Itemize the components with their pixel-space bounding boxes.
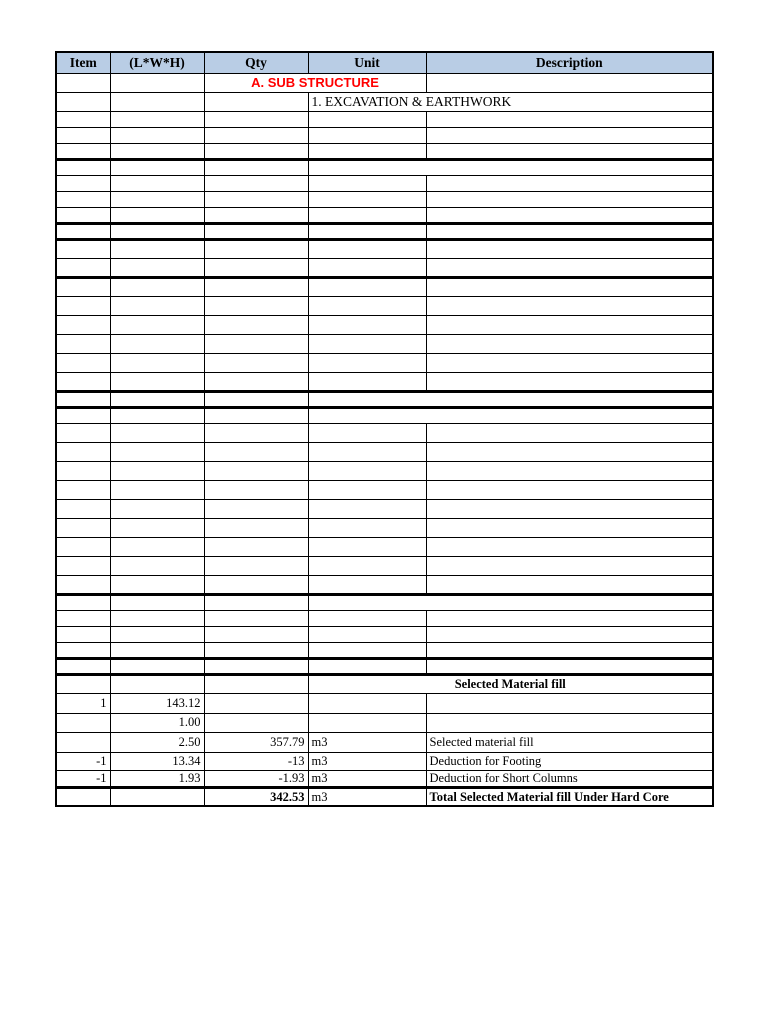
section-title-row bbox=[56, 73, 713, 92]
lwh-cell[interactable]: 13.34 bbox=[110, 752, 204, 770]
cell[interactable] bbox=[56, 258, 110, 277]
cell[interactable] bbox=[56, 423, 110, 442]
cell[interactable] bbox=[426, 175, 713, 191]
table-row bbox=[56, 518, 713, 537]
cell[interactable] bbox=[426, 610, 713, 626]
cell[interactable] bbox=[426, 73, 713, 92]
cell[interactable] bbox=[308, 626, 426, 642]
lwh-cell[interactable]: 1.93 bbox=[110, 770, 204, 787]
cell[interactable] bbox=[56, 610, 110, 626]
cell[interactable] bbox=[204, 191, 308, 207]
cell[interactable] bbox=[56, 594, 110, 610]
cell[interactable] bbox=[426, 191, 713, 207]
cell[interactable] bbox=[204, 143, 308, 159]
cell[interactable] bbox=[204, 296, 308, 315]
cell[interactable] bbox=[56, 315, 110, 334]
cell[interactable] bbox=[110, 277, 204, 296]
cell[interactable] bbox=[56, 626, 110, 642]
cell[interactable] bbox=[204, 277, 308, 296]
item-cell[interactable]: -1 bbox=[56, 770, 110, 787]
cell[interactable] bbox=[308, 423, 426, 442]
cell[interactable] bbox=[110, 372, 204, 391]
table-row bbox=[56, 239, 713, 258]
cell[interactable] bbox=[110, 391, 204, 407]
table-row bbox=[56, 537, 713, 556]
table-row bbox=[56, 499, 713, 518]
cell[interactable] bbox=[308, 296, 426, 315]
cell[interactable] bbox=[110, 92, 204, 111]
cell[interactable] bbox=[110, 127, 204, 143]
cell[interactable] bbox=[308, 391, 713, 407]
cell[interactable] bbox=[426, 127, 713, 143]
cell[interactable] bbox=[204, 334, 308, 353]
cell[interactable] bbox=[308, 223, 426, 239]
unit-cell[interactable] bbox=[308, 713, 426, 732]
cell[interactable] bbox=[110, 537, 204, 556]
description-cell[interactable]: Deduction for Short Columns bbox=[426, 770, 713, 787]
cell[interactable] bbox=[204, 442, 308, 461]
cell[interactable] bbox=[308, 334, 426, 353]
cell[interactable] bbox=[56, 575, 110, 594]
qty-cell[interactable] bbox=[204, 693, 308, 713]
cell[interactable] bbox=[426, 223, 713, 239]
cell[interactable] bbox=[56, 518, 110, 537]
table-row bbox=[56, 423, 713, 442]
cell[interactable] bbox=[308, 442, 426, 461]
description-cell[interactable]: Selected material fill bbox=[426, 732, 713, 752]
cell[interactable] bbox=[426, 537, 713, 556]
quantity-table bbox=[55, 51, 714, 807]
cell[interactable] bbox=[56, 296, 110, 315]
cell[interactable] bbox=[204, 461, 308, 480]
cell[interactable] bbox=[110, 223, 204, 239]
cell[interactable] bbox=[204, 575, 308, 594]
table-row bbox=[56, 442, 713, 461]
table-row bbox=[56, 372, 713, 391]
table-row bbox=[56, 594, 713, 610]
cell[interactable] bbox=[308, 518, 426, 537]
cell[interactable] bbox=[308, 642, 426, 658]
subsection-title-row bbox=[56, 92, 713, 111]
cell[interactable] bbox=[308, 258, 426, 277]
cell[interactable] bbox=[110, 353, 204, 372]
cell[interactable] bbox=[308, 480, 426, 499]
cell[interactable] bbox=[204, 372, 308, 391]
cell[interactable] bbox=[308, 239, 426, 258]
qty-cell[interactable]: 357.79 bbox=[204, 732, 308, 752]
cell[interactable] bbox=[110, 315, 204, 334]
cell[interactable] bbox=[56, 407, 110, 423]
cell[interactable] bbox=[110, 175, 204, 191]
description-cell[interactable] bbox=[426, 693, 713, 713]
header-row bbox=[56, 52, 713, 73]
table-row bbox=[56, 642, 713, 658]
cell[interactable] bbox=[56, 223, 110, 239]
cell[interactable] bbox=[426, 207, 713, 223]
item-cell[interactable]: 1 bbox=[56, 693, 110, 713]
subsection-title[interactable]: 1. EXCAVATION & EARTHWORK bbox=[308, 92, 713, 111]
cell[interactable] bbox=[56, 480, 110, 499]
header-lwh[interactable]: (L*W*H) bbox=[110, 52, 204, 73]
fill-heading-row bbox=[56, 674, 713, 693]
cell[interactable] bbox=[204, 407, 308, 423]
cell[interactable] bbox=[308, 594, 713, 610]
table-row bbox=[56, 334, 713, 353]
data-row bbox=[56, 693, 713, 713]
cell[interactable] bbox=[56, 556, 110, 575]
cell[interactable] bbox=[204, 223, 308, 239]
description-cell[interactable] bbox=[426, 713, 713, 732]
cell[interactable] bbox=[110, 787, 204, 806]
cell[interactable] bbox=[204, 353, 308, 372]
cell[interactable] bbox=[110, 407, 204, 423]
cell[interactable] bbox=[56, 334, 110, 353]
cell[interactable] bbox=[426, 111, 713, 127]
cell[interactable] bbox=[426, 642, 713, 658]
cell[interactable] bbox=[56, 372, 110, 391]
section-title[interactable]: A. SUB STRUCTURE bbox=[204, 73, 426, 92]
cell[interactable] bbox=[110, 423, 204, 442]
lwh-cell[interactable]: 2.50 bbox=[110, 732, 204, 752]
table-row bbox=[56, 159, 713, 175]
cell[interactable] bbox=[204, 626, 308, 642]
cell[interactable] bbox=[308, 175, 426, 191]
cell[interactable] bbox=[426, 372, 713, 391]
cell[interactable] bbox=[110, 258, 204, 277]
cell[interactable] bbox=[56, 207, 110, 223]
cell[interactable] bbox=[56, 391, 110, 407]
table-row bbox=[56, 143, 713, 159]
total-qty[interactable]: 342.53 bbox=[204, 787, 308, 806]
cell[interactable] bbox=[110, 518, 204, 537]
table-row bbox=[56, 575, 713, 594]
cell[interactable] bbox=[56, 127, 110, 143]
total-row bbox=[56, 787, 713, 806]
cell[interactable] bbox=[56, 159, 110, 175]
cell[interactable] bbox=[110, 442, 204, 461]
cell[interactable] bbox=[56, 277, 110, 296]
cell[interactable] bbox=[110, 296, 204, 315]
cell[interactable] bbox=[204, 537, 308, 556]
table-row bbox=[56, 111, 713, 127]
cell[interactable] bbox=[204, 423, 308, 442]
cell[interactable] bbox=[56, 642, 110, 658]
cell[interactable] bbox=[426, 499, 713, 518]
unit-cell[interactable]: m3 bbox=[308, 770, 426, 787]
table-row bbox=[56, 480, 713, 499]
cell[interactable] bbox=[56, 353, 110, 372]
unit-cell[interactable]: m3 bbox=[308, 752, 426, 770]
cell[interactable] bbox=[56, 787, 110, 806]
cell[interactable] bbox=[426, 556, 713, 575]
table-row bbox=[56, 277, 713, 296]
cell[interactable] bbox=[308, 159, 713, 175]
cell[interactable] bbox=[308, 372, 426, 391]
cell[interactable] bbox=[110, 461, 204, 480]
cell[interactable] bbox=[56, 73, 110, 92]
cell[interactable] bbox=[308, 461, 426, 480]
cell[interactable] bbox=[204, 207, 308, 223]
cell[interactable] bbox=[56, 175, 110, 191]
total-unit[interactable]: m3 bbox=[308, 787, 426, 806]
cell[interactable] bbox=[110, 626, 204, 642]
item-cell[interactable] bbox=[56, 732, 110, 752]
cell[interactable] bbox=[204, 610, 308, 626]
cell[interactable] bbox=[56, 674, 110, 693]
cell[interactable] bbox=[110, 674, 204, 693]
table-row bbox=[56, 626, 713, 642]
cell[interactable] bbox=[110, 610, 204, 626]
cell[interactable] bbox=[308, 407, 713, 423]
cell[interactable] bbox=[308, 127, 426, 143]
cell[interactable] bbox=[110, 111, 204, 127]
table-row bbox=[56, 223, 713, 239]
cell[interactable] bbox=[110, 556, 204, 575]
cell[interactable] bbox=[426, 296, 713, 315]
table-row bbox=[56, 556, 713, 575]
cell[interactable] bbox=[204, 175, 308, 191]
cell[interactable] bbox=[308, 111, 426, 127]
cell[interactable] bbox=[56, 191, 110, 207]
table-row bbox=[56, 296, 713, 315]
cell[interactable] bbox=[308, 207, 426, 223]
cell[interactable] bbox=[204, 499, 308, 518]
cell[interactable] bbox=[110, 499, 204, 518]
header-description[interactable]: Description bbox=[426, 52, 713, 73]
cell[interactable] bbox=[308, 191, 426, 207]
table-row bbox=[56, 207, 713, 223]
cell[interactable] bbox=[308, 610, 426, 626]
cell[interactable] bbox=[308, 315, 426, 334]
header-item[interactable]: Item bbox=[56, 52, 110, 73]
cell[interactable] bbox=[56, 499, 110, 518]
cell[interactable] bbox=[110, 207, 204, 223]
cell[interactable] bbox=[426, 143, 713, 159]
header-qty[interactable]: Qty bbox=[204, 52, 308, 73]
cell[interactable] bbox=[204, 594, 308, 610]
header-unit[interactable]: Unit bbox=[308, 52, 426, 73]
cell[interactable] bbox=[426, 461, 713, 480]
cell[interactable] bbox=[426, 626, 713, 642]
cell[interactable] bbox=[204, 658, 308, 674]
table-row bbox=[56, 391, 713, 407]
cell[interactable] bbox=[204, 556, 308, 575]
cell[interactable] bbox=[204, 391, 308, 407]
cell[interactable] bbox=[308, 575, 426, 594]
cell[interactable] bbox=[308, 143, 426, 159]
cell[interactable] bbox=[426, 423, 713, 442]
cell[interactable] bbox=[204, 518, 308, 537]
cell[interactable] bbox=[204, 674, 308, 693]
qty-cell[interactable]: -1.93 bbox=[204, 770, 308, 787]
cell[interactable] bbox=[204, 92, 308, 111]
cell[interactable] bbox=[204, 239, 308, 258]
cell[interactable] bbox=[308, 537, 426, 556]
item-cell[interactable] bbox=[56, 713, 110, 732]
table-row bbox=[56, 658, 713, 674]
item-cell[interactable]: -1 bbox=[56, 752, 110, 770]
cell[interactable] bbox=[56, 92, 110, 111]
cell[interactable] bbox=[308, 658, 426, 674]
cell[interactable] bbox=[110, 191, 204, 207]
cell[interactable] bbox=[426, 658, 713, 674]
cell[interactable] bbox=[56, 111, 110, 127]
cell[interactable] bbox=[110, 159, 204, 175]
cell[interactable] bbox=[426, 518, 713, 537]
unit-cell[interactable] bbox=[308, 693, 426, 713]
cell[interactable] bbox=[110, 575, 204, 594]
cell[interactable] bbox=[56, 143, 110, 159]
table-row bbox=[56, 191, 713, 207]
total-description[interactable]: Total Selected Material fill Under Hard Core bbox=[426, 787, 713, 806]
cell[interactable] bbox=[110, 73, 204, 92]
cell[interactable] bbox=[426, 575, 713, 594]
cell[interactable] bbox=[110, 480, 204, 499]
cell[interactable] bbox=[426, 353, 713, 372]
cell[interactable] bbox=[56, 461, 110, 480]
cell[interactable] bbox=[204, 127, 308, 143]
table-row bbox=[56, 258, 713, 277]
table-row bbox=[56, 315, 713, 334]
cell[interactable] bbox=[110, 143, 204, 159]
cell[interactable] bbox=[110, 658, 204, 674]
qty-cell[interactable] bbox=[204, 713, 308, 732]
cell[interactable] bbox=[56, 442, 110, 461]
cell[interactable] bbox=[204, 111, 308, 127]
cell[interactable] bbox=[110, 334, 204, 353]
data-row bbox=[56, 770, 713, 787]
lwh-cell[interactable]: 143.12 bbox=[110, 693, 204, 713]
cell[interactable] bbox=[204, 480, 308, 499]
cell[interactable] bbox=[308, 556, 426, 575]
cell[interactable] bbox=[110, 239, 204, 258]
cell[interactable] bbox=[204, 258, 308, 277]
cell[interactable] bbox=[110, 642, 204, 658]
cell[interactable] bbox=[426, 239, 713, 258]
fill-heading[interactable]: Selected Material fill bbox=[308, 674, 713, 693]
cell[interactable] bbox=[426, 258, 713, 277]
cell[interactable] bbox=[204, 642, 308, 658]
cell[interactable] bbox=[56, 658, 110, 674]
data-row bbox=[56, 713, 713, 732]
table-row bbox=[56, 353, 713, 372]
unit-cell[interactable]: m3 bbox=[308, 732, 426, 752]
data-row bbox=[56, 752, 713, 770]
table-row bbox=[56, 175, 713, 191]
cell[interactable] bbox=[426, 480, 713, 499]
cell[interactable] bbox=[426, 334, 713, 353]
cell[interactable] bbox=[426, 277, 713, 296]
table-row bbox=[56, 407, 713, 423]
cell[interactable] bbox=[204, 159, 308, 175]
qty-cell[interactable]: -13 bbox=[204, 752, 308, 770]
description-cell[interactable]: Deduction for Footing bbox=[426, 752, 713, 770]
cell[interactable] bbox=[308, 353, 426, 372]
cell[interactable] bbox=[110, 594, 204, 610]
cell[interactable] bbox=[56, 537, 110, 556]
cell[interactable] bbox=[426, 315, 713, 334]
cell[interactable] bbox=[308, 499, 426, 518]
cell[interactable] bbox=[204, 315, 308, 334]
cell[interactable] bbox=[308, 277, 426, 296]
table-row bbox=[56, 127, 713, 143]
cell[interactable] bbox=[426, 442, 713, 461]
table-row bbox=[56, 610, 713, 626]
lwh-cell[interactable]: 1.00 bbox=[110, 713, 204, 732]
cell[interactable] bbox=[56, 239, 110, 258]
data-row bbox=[56, 732, 713, 752]
table-row bbox=[56, 461, 713, 480]
